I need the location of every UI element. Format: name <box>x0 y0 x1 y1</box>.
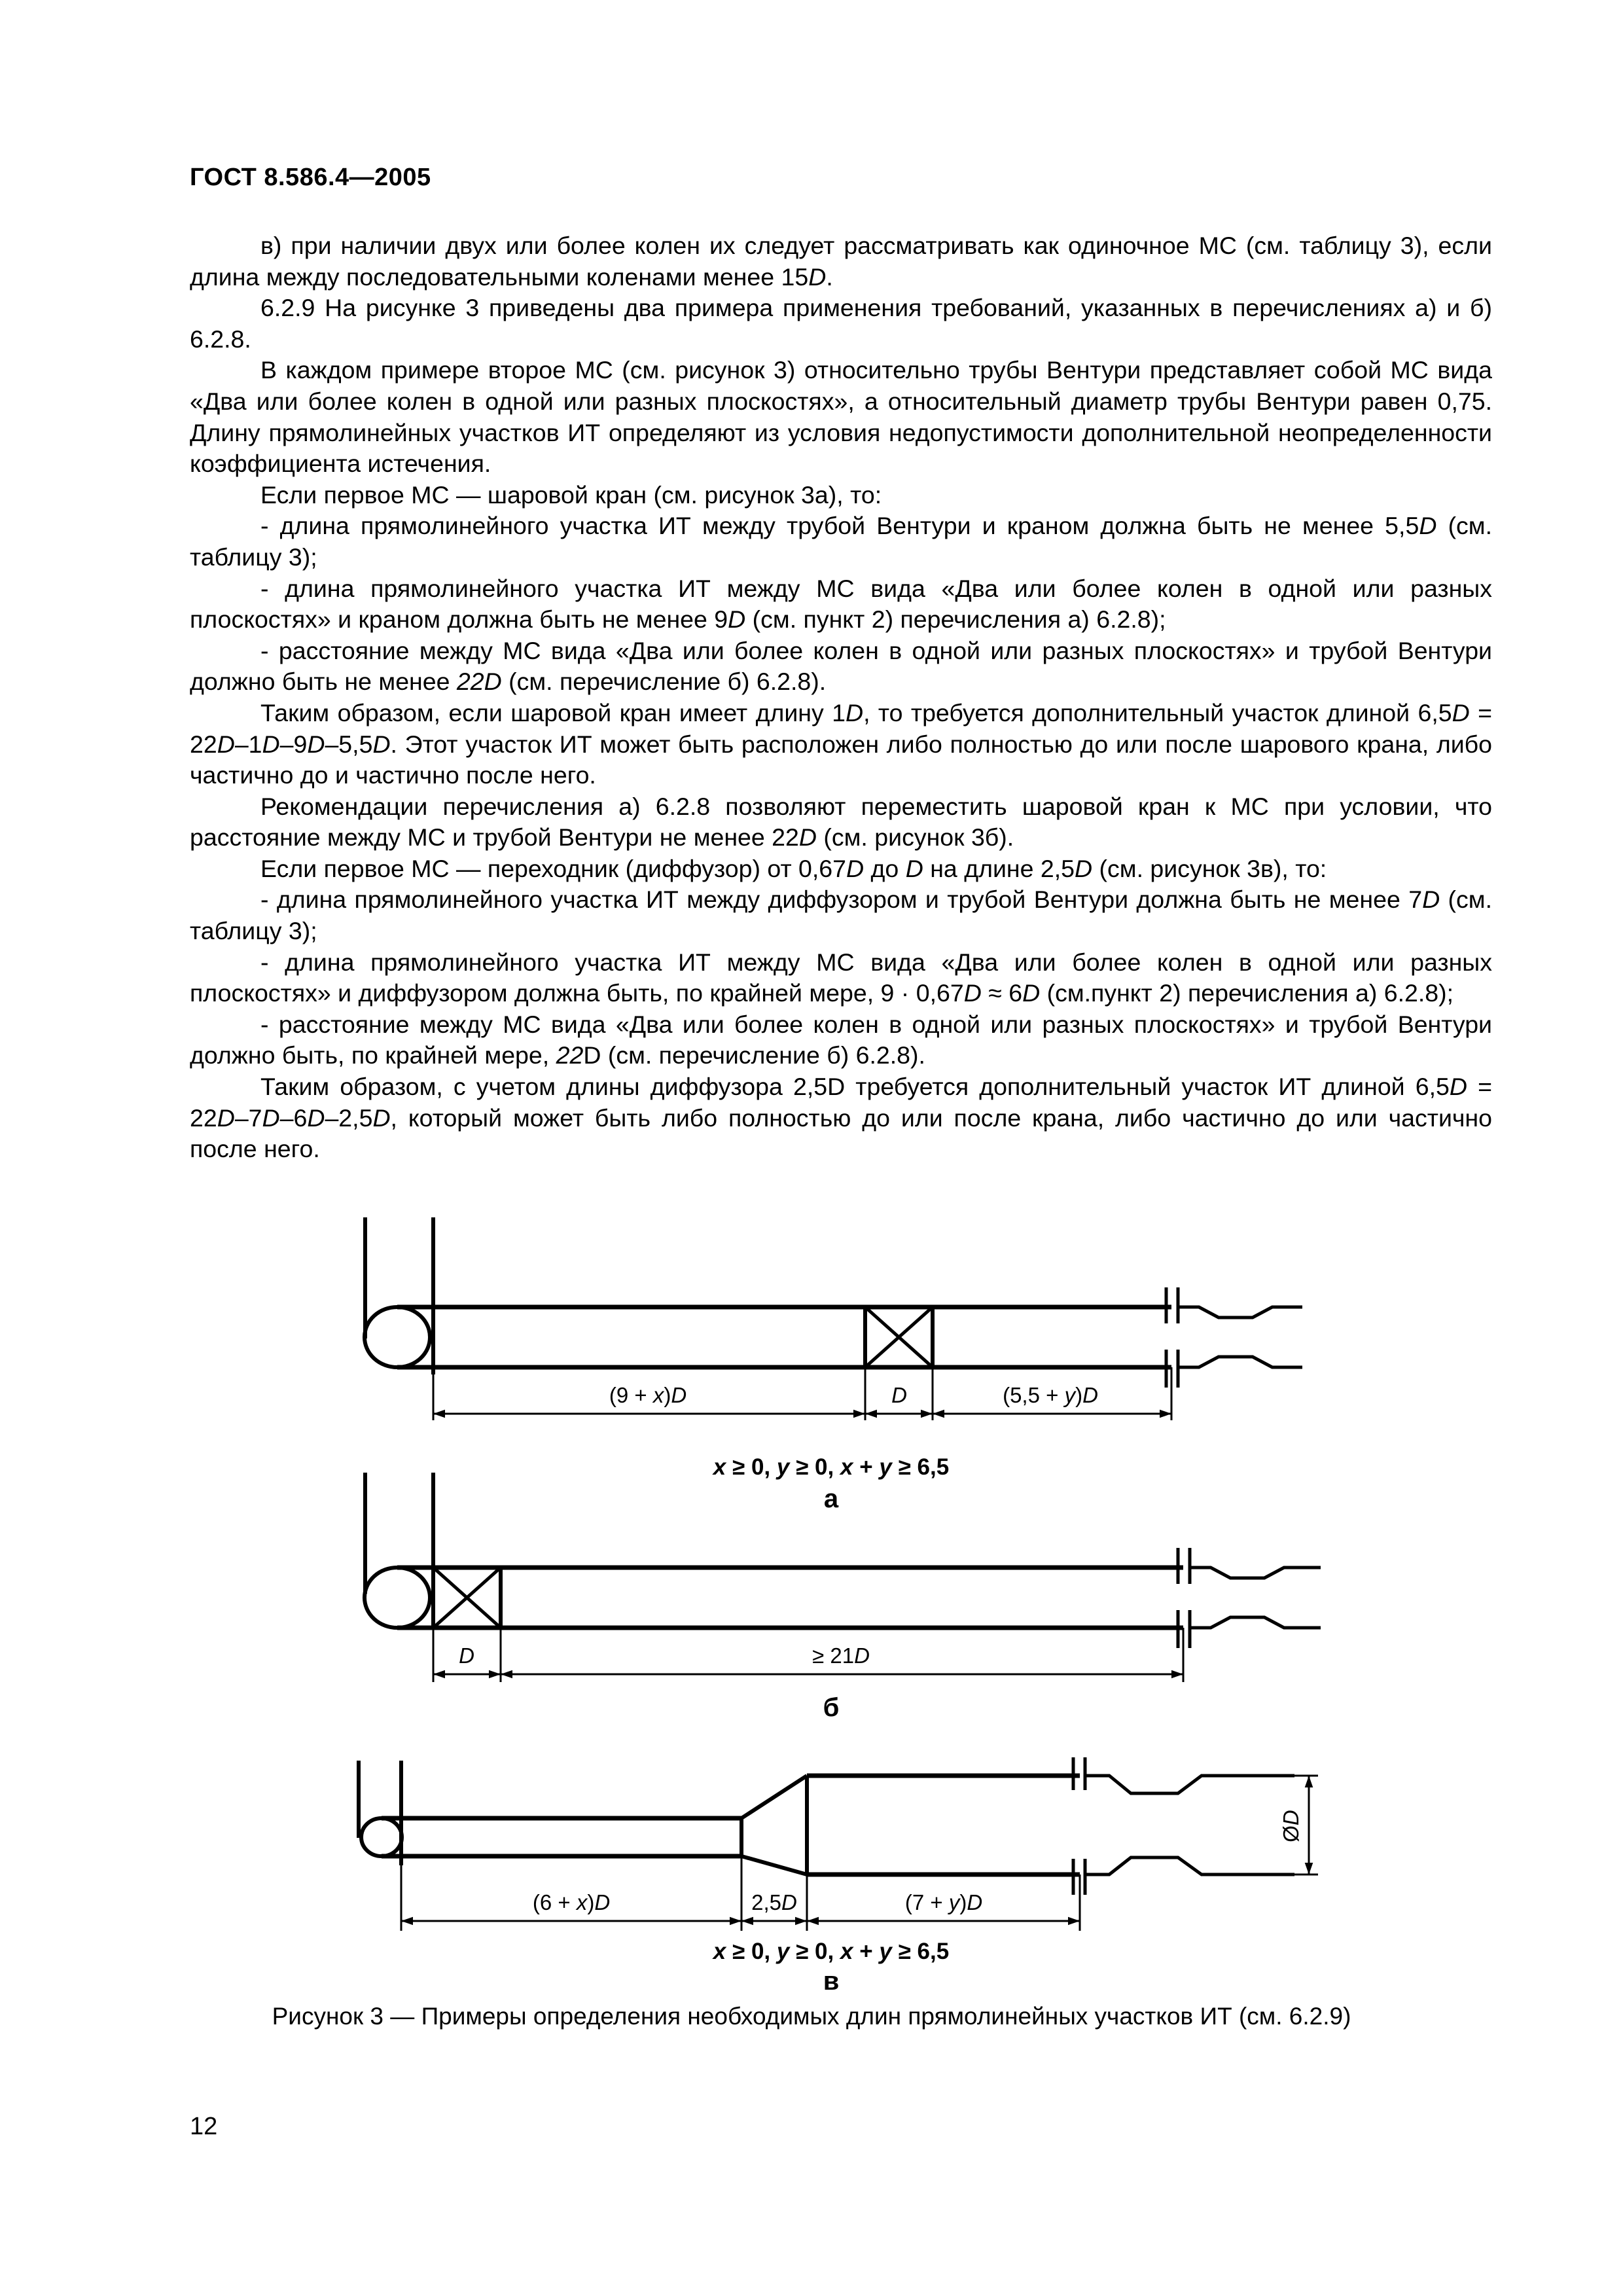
condition-label: x ≥ 0, y ≥ 0, x + y ≥ 6,5 <box>713 1454 950 1480</box>
paragraph: - расстояние между МС вида «Два или более колен в одной или разных плоскостях» и трубой Вентури должно быть не менее 22D (см. перечисление б) 6.2.8). <box>190 636 1492 696</box>
paragraph: Таким образом, с учетом длины диффузора 2,5D требуется дополнительный участок ИТ длиной 6,5D = 22D–7D–6D–2,5D, который может быть либо полностью до или после крана, либо частично до или частично после него. <box>190 1073 1492 1163</box>
diagram-c <box>359 1757 1318 1931</box>
venturi-tube <box>1178 1307 1302 1318</box>
document-header: ГОСТ 8.586.4—2005 <box>190 164 431 191</box>
paragraph: Если первое МС — переходник (диффузор) от 0,67D до D на длине 2,5D (см. рисунок 3в), то: <box>260 854 1327 882</box>
paragraph: - длина прямолинейного участка ИТ между трубой Вентури и краном должна быть не менее 5,5D (см. таблицу 3); <box>190 512 1493 571</box>
figure-caption: Рисунок 3 — Примеры определения необходимых длин прямолинейных участков ИТ (см. 6.2.9) <box>272 2003 1351 2030</box>
elbow-circle <box>361 1818 402 1856</box>
dim-label: (9 + x)D <box>609 1383 687 1407</box>
paragraph: - длина прямолинейного участка ИТ между МС вида «Два или более колен в одной или разных плоскостях» и диффузором должна быть, по крайней мере, 9 · 0,67D ≈ 6D (см.пункт 2) перечисления а) 6.2.8); <box>190 948 1492 1007</box>
dim-label: D <box>891 1383 907 1407</box>
paragraph: Таким образом, если шаровой кран имеет длину 1D, то требуется дополнительный участок длиной 6,5D = 22D–1D–9D–5,5D. Этот участок ИТ может быть расположен либо полностью до или после шарового крана, либо частично до и частично после него. <box>190 698 1492 789</box>
diameter-label: ØD <box>1279 1810 1303 1842</box>
paragraph: Если первое МС — шаровой кран (см. рисунок 3а), то: <box>260 480 882 509</box>
diffuser <box>741 1776 807 1874</box>
elbow-circle <box>365 1568 430 1628</box>
dim-label: (6 + x)D <box>532 1890 611 1914</box>
dim-label: ≥ 21D <box>812 1643 870 1668</box>
condition-label: x ≥ 0, y ≥ 0, x + y ≥ 6,5 <box>713 1939 950 1964</box>
dim-label: (5,5 + y)D <box>1003 1383 1098 1407</box>
paragraph: - длина прямолинейного участка ИТ между МС вида «Два или более колен в одной или разных плоскостях» и краном должна быть не менее 9D (см. пункт 2) перечисления а) 6.2.8); <box>190 574 1492 634</box>
diagram-a <box>365 1217 1302 1420</box>
dim-label: (7 + y)D <box>904 1890 983 1914</box>
paragraph: Рекомендации перечисления а) 6.2.8 позволяют переместить шаровой кран к МС при условии, что расстояние между МС и трубой Вентури не менее 22D (см. рисунок 3б). <box>190 792 1492 852</box>
subfigure-label: а <box>823 1484 839 1513</box>
page-number: 12 <box>190 2113 218 2140</box>
paragraph: - расстояние между МС вида «Два или более колен в одной или разных плоскостях» и трубой Вентури должно быть, по крайней мере, 22D (см. перечисление б) 6.2.8). <box>190 1010 1492 1069</box>
venturi-tube <box>1190 1568 1321 1578</box>
dim-label: D <box>459 1643 474 1668</box>
subfigure-label: б <box>823 1693 840 1722</box>
paragraph: В каждом примере второе МС (см. рисунок 3) относительно трубы Вентури представляет собой МС вида «Два или более колен в одной или разных плоскостях», а относительный диаметр трубы Вентури равен 0,75. Длину прямолинейных участков ИТ определяют из условия недопустимости дополнительной неопределенности коэффициента истечения. <box>190 356 1492 478</box>
venturi-tube <box>1085 1776 1294 1793</box>
subfigure-label: в <box>823 1967 840 1996</box>
paragraph: 6.2.9 На рисунке 3 приведены два примера применения требований, указанных в перечислениях а) и б) 6.2.8. <box>190 294 1492 353</box>
paragraph: - длина прямолинейного участка ИТ между диффузором и трубой Вентури должна быть не менее 7D (см. таблицу 3); <box>190 886 1492 945</box>
paragraph: в) при наличии двух или более колен их следует рассматривать как одиночное МС (см. таблицу 3), если длина между последовательными коленами менее 15D. <box>190 232 1492 291</box>
elbow-circle <box>365 1307 430 1367</box>
dim-label: 2,5D <box>751 1890 797 1914</box>
